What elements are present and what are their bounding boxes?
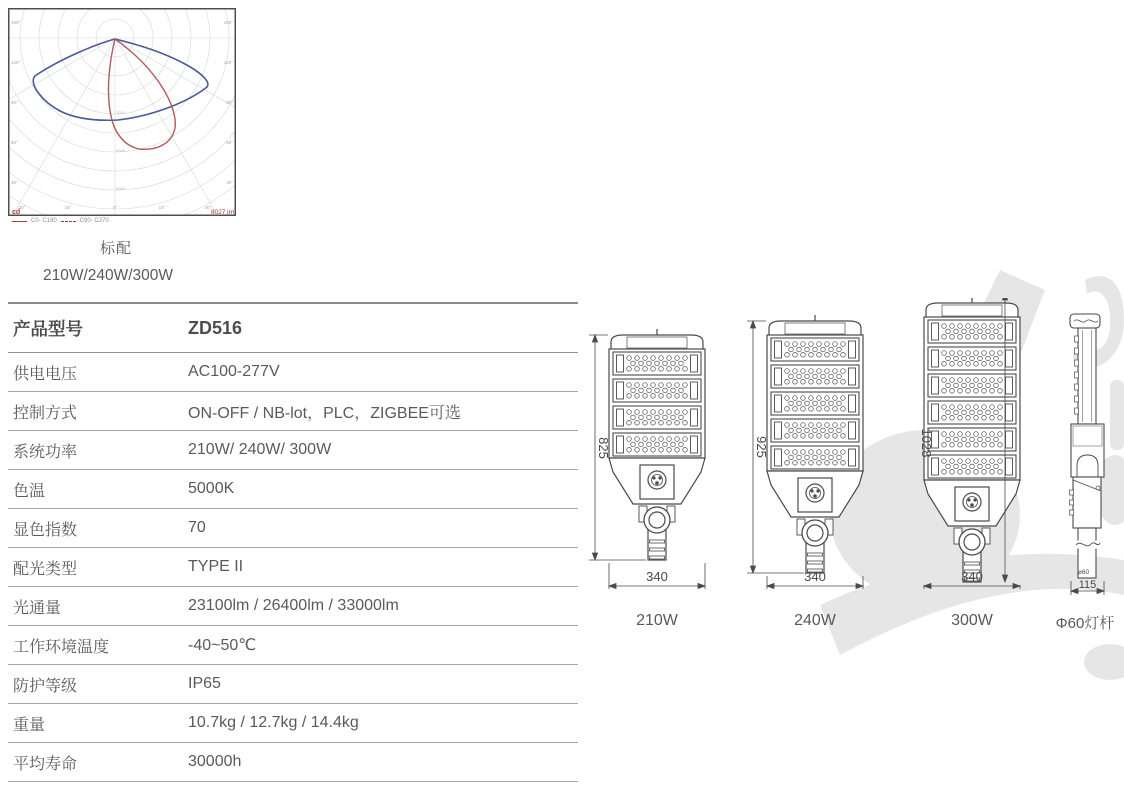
spec-value: 30000h bbox=[188, 753, 242, 770]
lamp-caption-300w: 300W bbox=[951, 612, 993, 629]
svg-text:90°: 90° bbox=[11, 100, 18, 105]
spec-label: 重量 bbox=[13, 716, 46, 734]
spec-row bbox=[8, 665, 578, 704]
lamp-svg bbox=[577, 298, 737, 598]
polar-legend bbox=[12, 218, 109, 224]
svg-text:150°: 150° bbox=[223, 20, 233, 25]
spec-value: 5000K bbox=[188, 480, 235, 497]
lamp-drawing-240w bbox=[735, 298, 895, 598]
svg-text:150°: 150° bbox=[11, 20, 21, 25]
spec-label: 系统功率 bbox=[13, 443, 78, 461]
lamp-drawing-300w bbox=[892, 298, 1052, 598]
svg-text:30°: 30° bbox=[11, 180, 18, 185]
spec-value: IP65 bbox=[188, 675, 221, 692]
svg-text:6000: 6000 bbox=[116, 186, 125, 191]
spec-label: 平均寿命 bbox=[13, 755, 78, 773]
spec-label: 配光类型 bbox=[13, 560, 78, 578]
spec-row bbox=[8, 431, 578, 470]
spec-value: ZD516 bbox=[188, 317, 243, 338]
spec-row bbox=[8, 470, 578, 509]
standard-config-caption: 标配 bbox=[99, 240, 132, 257]
svg-text:15°: 15° bbox=[158, 205, 166, 210]
photometric-polar-chart bbox=[8, 8, 236, 216]
spec-label: 显色指数 bbox=[13, 521, 78, 539]
legend-swatch-solid bbox=[12, 221, 27, 222]
spec-value: AC100-277V bbox=[188, 363, 280, 380]
spec-value: ON-OFF / NB-lot，PLC，ZIGBEE可选 bbox=[188, 404, 461, 422]
pole-caption: Φ60灯杆 bbox=[1055, 615, 1115, 632]
svg-text:90°: 90° bbox=[226, 100, 233, 105]
legend-swatch-dashed bbox=[61, 221, 76, 222]
svg-text:60°: 60° bbox=[226, 140, 233, 145]
spec-label: 色温 bbox=[13, 482, 46, 500]
height-dim-label: 825 bbox=[596, 437, 611, 459]
spec-row bbox=[8, 509, 578, 548]
spec-value: TYPE II bbox=[188, 558, 244, 575]
width-dim-label: 340 bbox=[804, 569, 826, 584]
spec-value: -40~50℃ bbox=[188, 637, 257, 654]
width-dim-label: 340 bbox=[646, 569, 668, 584]
height-dim-label: 925 bbox=[754, 436, 769, 458]
polar-unit-label: cd bbox=[12, 209, 21, 216]
width-dim-label: 340 bbox=[961, 569, 983, 584]
spec-row bbox=[8, 392, 578, 431]
lamp-svg bbox=[892, 298, 1052, 598]
spec-value: 10.7kg / 12.7kg / 14.4kg bbox=[188, 714, 359, 731]
spec-row bbox=[8, 704, 578, 743]
photometric-diagram bbox=[8, 8, 236, 216]
polar-flux-note: 8027 lm bbox=[210, 209, 234, 216]
pole-svg bbox=[1040, 298, 1124, 598]
svg-text:4000: 4000 bbox=[116, 148, 125, 153]
spec-label: 供电电压 bbox=[13, 365, 78, 383]
dimension-drawings bbox=[560, 255, 1124, 685]
lamp-caption-210w: 210W bbox=[636, 612, 678, 629]
svg-text:120°: 120° bbox=[223, 60, 233, 65]
spec-table bbox=[8, 302, 578, 782]
lamp-svg bbox=[735, 298, 895, 598]
legend-label-c90: C90- C270 bbox=[79, 218, 109, 224]
spec-row bbox=[8, 743, 578, 782]
polar-tick-labels bbox=[11, 20, 233, 210]
spec-value: 70 bbox=[188, 519, 206, 536]
svg-text:30°: 30° bbox=[204, 205, 212, 210]
spec-row bbox=[8, 302, 578, 353]
spec-label: 产品型号 bbox=[13, 318, 83, 339]
pole-width-dim-label: 115 bbox=[1078, 579, 1097, 591]
svg-text:15°: 15° bbox=[64, 205, 72, 210]
spec-value: 210W/ 240W/ 300W bbox=[188, 441, 332, 458]
svg-text:0°: 0° bbox=[112, 205, 118, 210]
lamp-drawing-210w bbox=[577, 298, 737, 598]
svg-text:30°: 30° bbox=[18, 205, 26, 210]
height-dim-label: 1028 bbox=[919, 428, 934, 458]
spec-label: 光通量 bbox=[13, 599, 62, 617]
pole-diameter-label: ⌀60 bbox=[1078, 569, 1090, 576]
spec-row bbox=[8, 548, 578, 587]
pole-drawing bbox=[1040, 298, 1124, 598]
spec-row bbox=[8, 587, 578, 626]
spec-row bbox=[8, 353, 578, 392]
spec-label: 控制方式 bbox=[13, 404, 78, 422]
svg-text:2000: 2000 bbox=[116, 110, 125, 115]
spec-label: 防护等级 bbox=[13, 677, 78, 695]
svg-text:30°: 30° bbox=[226, 180, 233, 185]
spec-value: 23100lm / 26400lm / 33000lm bbox=[188, 597, 399, 614]
legend-label-c0: C0- C180 bbox=[31, 218, 57, 224]
svg-text:120°: 120° bbox=[11, 60, 21, 65]
power-options-caption: 210W/240W/300W bbox=[42, 267, 174, 284]
lamp-caption-240w: 240W bbox=[794, 612, 836, 629]
svg-text:60°: 60° bbox=[11, 140, 18, 145]
spec-label: 工作环境温度 bbox=[13, 638, 110, 656]
spec-row bbox=[8, 626, 578, 665]
